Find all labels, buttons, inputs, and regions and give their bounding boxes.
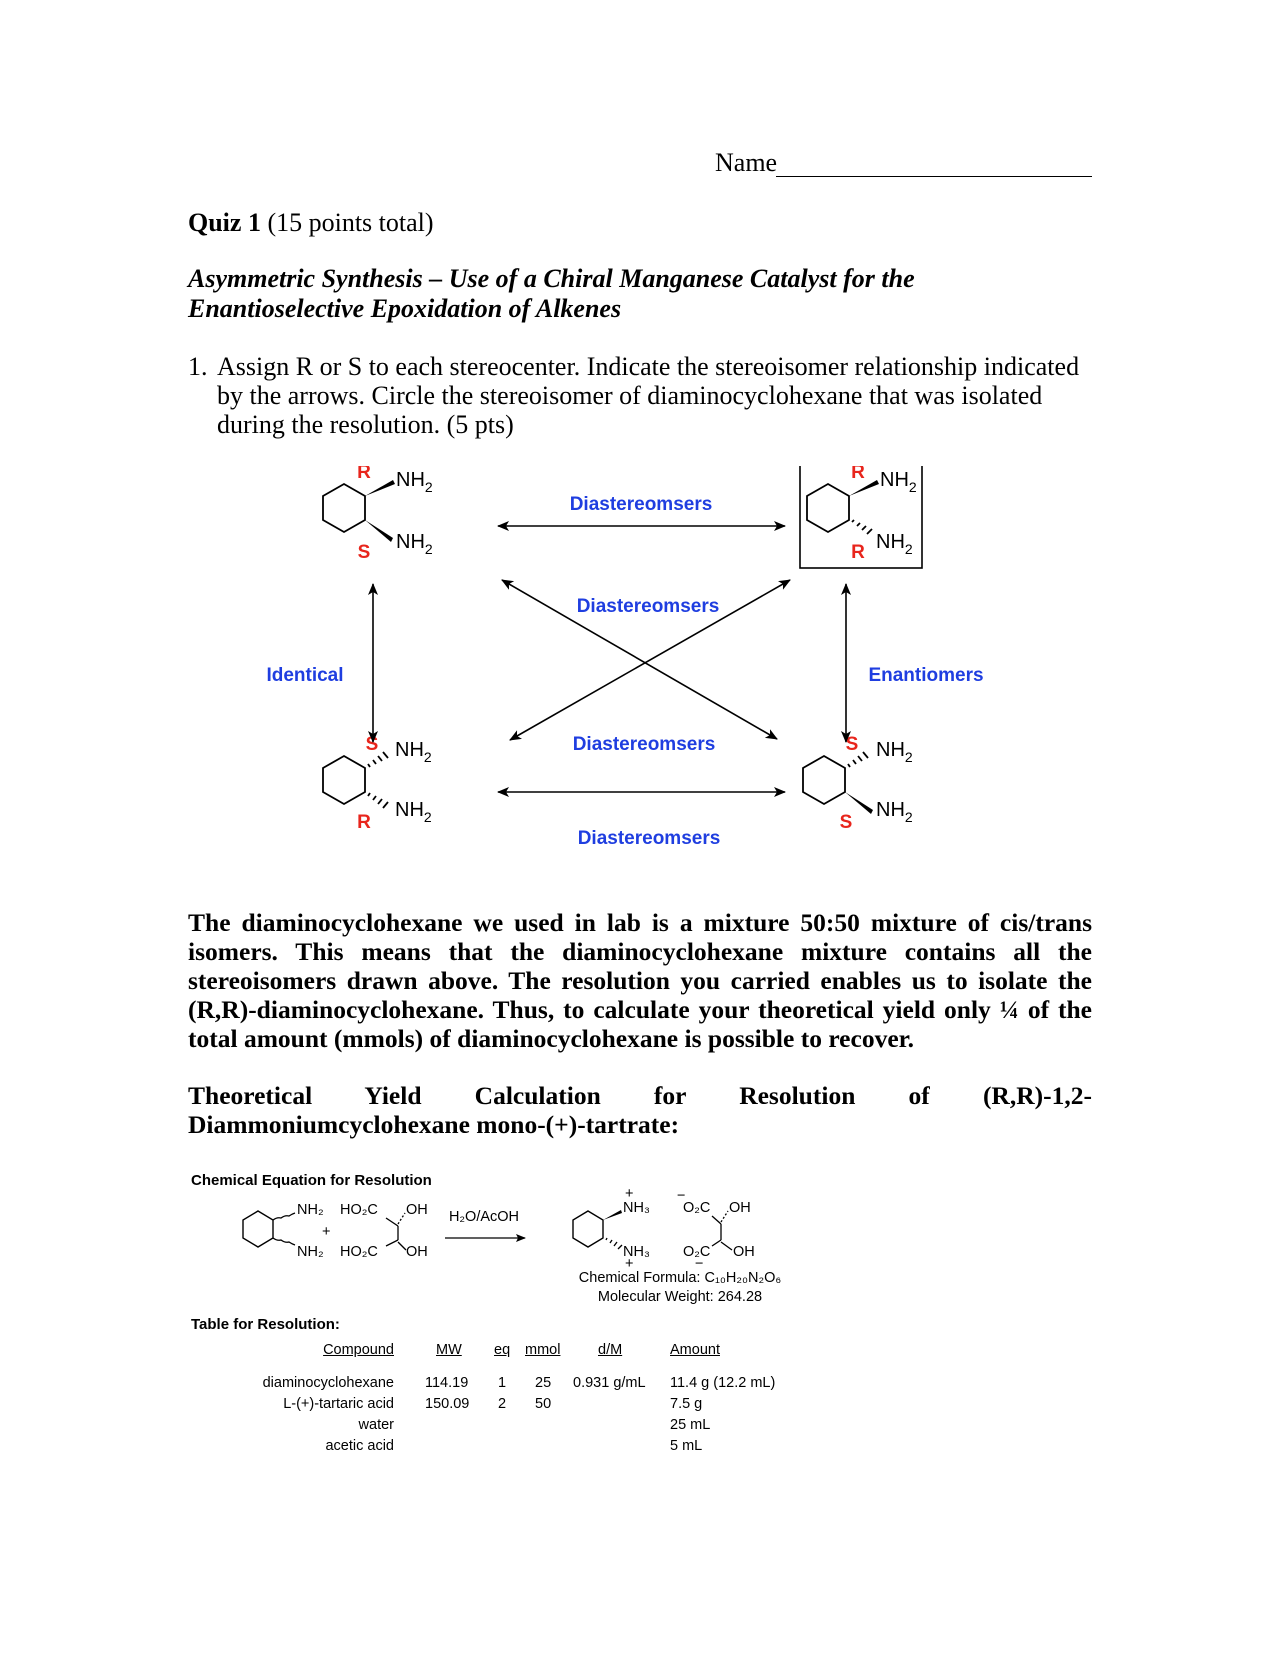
reactant-nh2-bottom: NH₂ (297, 1244, 324, 1260)
table-cell-mw: 150.09 (425, 1396, 470, 1412)
explanation-paragraph: The diaminocyclohexane we used in lab is a mixture 50:50 mixture of cis/trans isomers. This means that the diaminocyclohexane mixture contains all the stereoisomers drawn above. The resolution you carried enables us to isolate the (R,R)-diaminocyclohexane. Thus, to calculate your theoretical yield only ¼ of the total amount (mmols) of diaminocyclohexane is possible to recover. (188, 908, 1092, 1053)
name-blank-line[interactable] (776, 176, 1092, 177)
table-title: Table for Resolution: (191, 1316, 340, 1333)
svg-text:NH2 (876, 739, 913, 765)
substituent: NH (396, 469, 425, 491)
table-cell-amount: 5 mL (670, 1438, 703, 1454)
header-eq: eq (494, 1342, 511, 1358)
equation-title: Chemical Equation for Resolution (191, 1172, 432, 1189)
subscript: 2 (423, 749, 432, 765)
svg-text:NH2 (396, 469, 433, 495)
substituent: NH (876, 739, 905, 761)
question-number: 1. (188, 352, 208, 381)
header-mw: MW (436, 1342, 462, 1358)
table-cell-amount: 11.4 g (12.2 mL) (670, 1375, 776, 1391)
header-dm: d/M (598, 1342, 623, 1358)
name-label: Name (715, 148, 778, 177)
table-cell-mw: 114.19 (425, 1375, 469, 1391)
formula-value: C₁₀H₂₀N₂O₆ (704, 1270, 782, 1286)
tartaric-ho2c-bottom: HO₂C (340, 1244, 378, 1260)
quiz-points: (15 points total) (260, 208, 434, 237)
formula-label: Chemical Formula: (578, 1270, 705, 1286)
relation-top: Diastereomsers (569, 494, 713, 515)
header-mmol: mmol (525, 1342, 561, 1358)
svg-text:NH2 (876, 799, 913, 825)
svg-text:NH2 (395, 799, 432, 825)
molecule-bottom-right (803, 734, 913, 833)
subscript: 2 (904, 809, 913, 825)
table-cell-eq: 2 (498, 1396, 507, 1412)
table-cell-amount: 7.5 g (670, 1396, 703, 1412)
table-cell-compound: L-(+)-tartaric acid (283, 1396, 394, 1412)
reactant-nh2-top: NH₂ (297, 1202, 324, 1218)
hash-bond (368, 793, 388, 808)
config-label: R (851, 542, 865, 563)
substituent: NH (876, 531, 905, 553)
substituent: NH (880, 469, 909, 491)
molecule-top-right[interactable] (800, 466, 922, 568)
charge-plus-top: + (625, 1188, 634, 1202)
table-cell-compound: water (358, 1417, 394, 1433)
config-label: S (839, 812, 853, 833)
config-label: S (357, 542, 371, 563)
charge-minus-top: − (677, 1188, 686, 1204)
table-cell-compound: acetic acid (325, 1438, 394, 1454)
subscript: 2 (904, 749, 913, 765)
product-o2c-bottom: O₂C (683, 1244, 711, 1260)
svg-text:NH2 (876, 531, 913, 557)
table-cell-mmol: 25 (535, 1375, 552, 1391)
table-cell-dm: 0.931 g/mL (573, 1375, 646, 1391)
config-label: S (365, 734, 379, 755)
question-text: Assign R or S to each stereocenter. Indicate the stereoisomer relationship indicated by the arrows. Circle the stereoisomer of diaminocyclohexane that was isolated during the resolution. (5 pts) (217, 352, 1080, 439)
subscript: 2 (423, 809, 432, 825)
relation-diag-upper: Diastereomsers (576, 596, 720, 617)
plus-sign: + (322, 1224, 331, 1240)
config-label: R (357, 812, 371, 833)
quiz-subtitle: Asymmetric Synthesis – Use of a Chiral Manganese Catalyst for the Enantioselective Epoxidation of Alkenes (188, 264, 915, 323)
charge-plus-bottom: + (625, 1256, 634, 1272)
product-nh3-top: NH₃ (623, 1200, 650, 1216)
mw-line (598, 1289, 762, 1305)
config-label: R (851, 466, 865, 483)
svg-text:NH2 (880, 469, 917, 495)
charge-minus-bottom: − (695, 1256, 704, 1272)
quiz-title (188, 208, 434, 238)
formula-line (579, 1270, 782, 1286)
quiz-number: Quiz 1 (188, 208, 261, 237)
tartaric-oh-top: OH (406, 1202, 428, 1218)
svg-text:NH2 (395, 739, 432, 765)
reagent-label: H₂O/AcOH (448, 1209, 520, 1225)
config-label: R (357, 466, 371, 483)
tartaric-oh-bottom: OH (406, 1244, 428, 1260)
chemical-equation (240, 1188, 880, 1318)
relation-bottom: Diastereomsers (577, 828, 721, 849)
substituent: NH (876, 799, 905, 821)
substituent: NH (395, 739, 424, 761)
product-oh-bottom: OH (733, 1244, 755, 1260)
table-cell-compound: diaminocyclohexane (262, 1375, 394, 1391)
question-1 (188, 352, 1092, 439)
header-compound: Compound (323, 1342, 394, 1358)
subscript: 2 (424, 479, 433, 495)
product-oh-top: OH (729, 1200, 751, 1216)
relation-diag-lower: Diastereomsers (572, 734, 716, 755)
molecule-bottom-left (323, 734, 432, 833)
config-label: S (845, 734, 859, 755)
table-cell-amount: 25 mL (670, 1417, 711, 1433)
relation-right: Enantiomers (868, 665, 984, 686)
subscript: 2 (908, 479, 917, 495)
relation-left: Identical (266, 665, 344, 686)
mw-value: 264.28 (717, 1289, 763, 1305)
substituent: NH (396, 531, 425, 553)
hash-bond (852, 520, 872, 534)
table-cell-mmol: 50 (535, 1396, 552, 1412)
subscript: 2 (904, 541, 913, 557)
product-nh3-bottom: NH₃ (623, 1244, 650, 1260)
svg-text:NH2 (396, 531, 433, 557)
stereoisomer-diagram (240, 466, 1040, 886)
subscript: 2 (424, 541, 433, 557)
header-amount: Amount (670, 1342, 720, 1358)
mw-label: Molecular Weight: (597, 1289, 718, 1305)
product-o2c-top: O₂C (683, 1200, 711, 1216)
table-cell-eq: 1 (498, 1375, 507, 1391)
substituent: NH (395, 799, 424, 821)
molecule-top-left (323, 466, 433, 563)
yield-heading: Theoretical Yield Calculation for Resolution of (R,R)-1,2-Diammoniumcyclohexane mono-(+)-tartrate: (188, 1081, 1092, 1139)
tartaric-ho2c-top: HO₂C (340, 1202, 378, 1218)
